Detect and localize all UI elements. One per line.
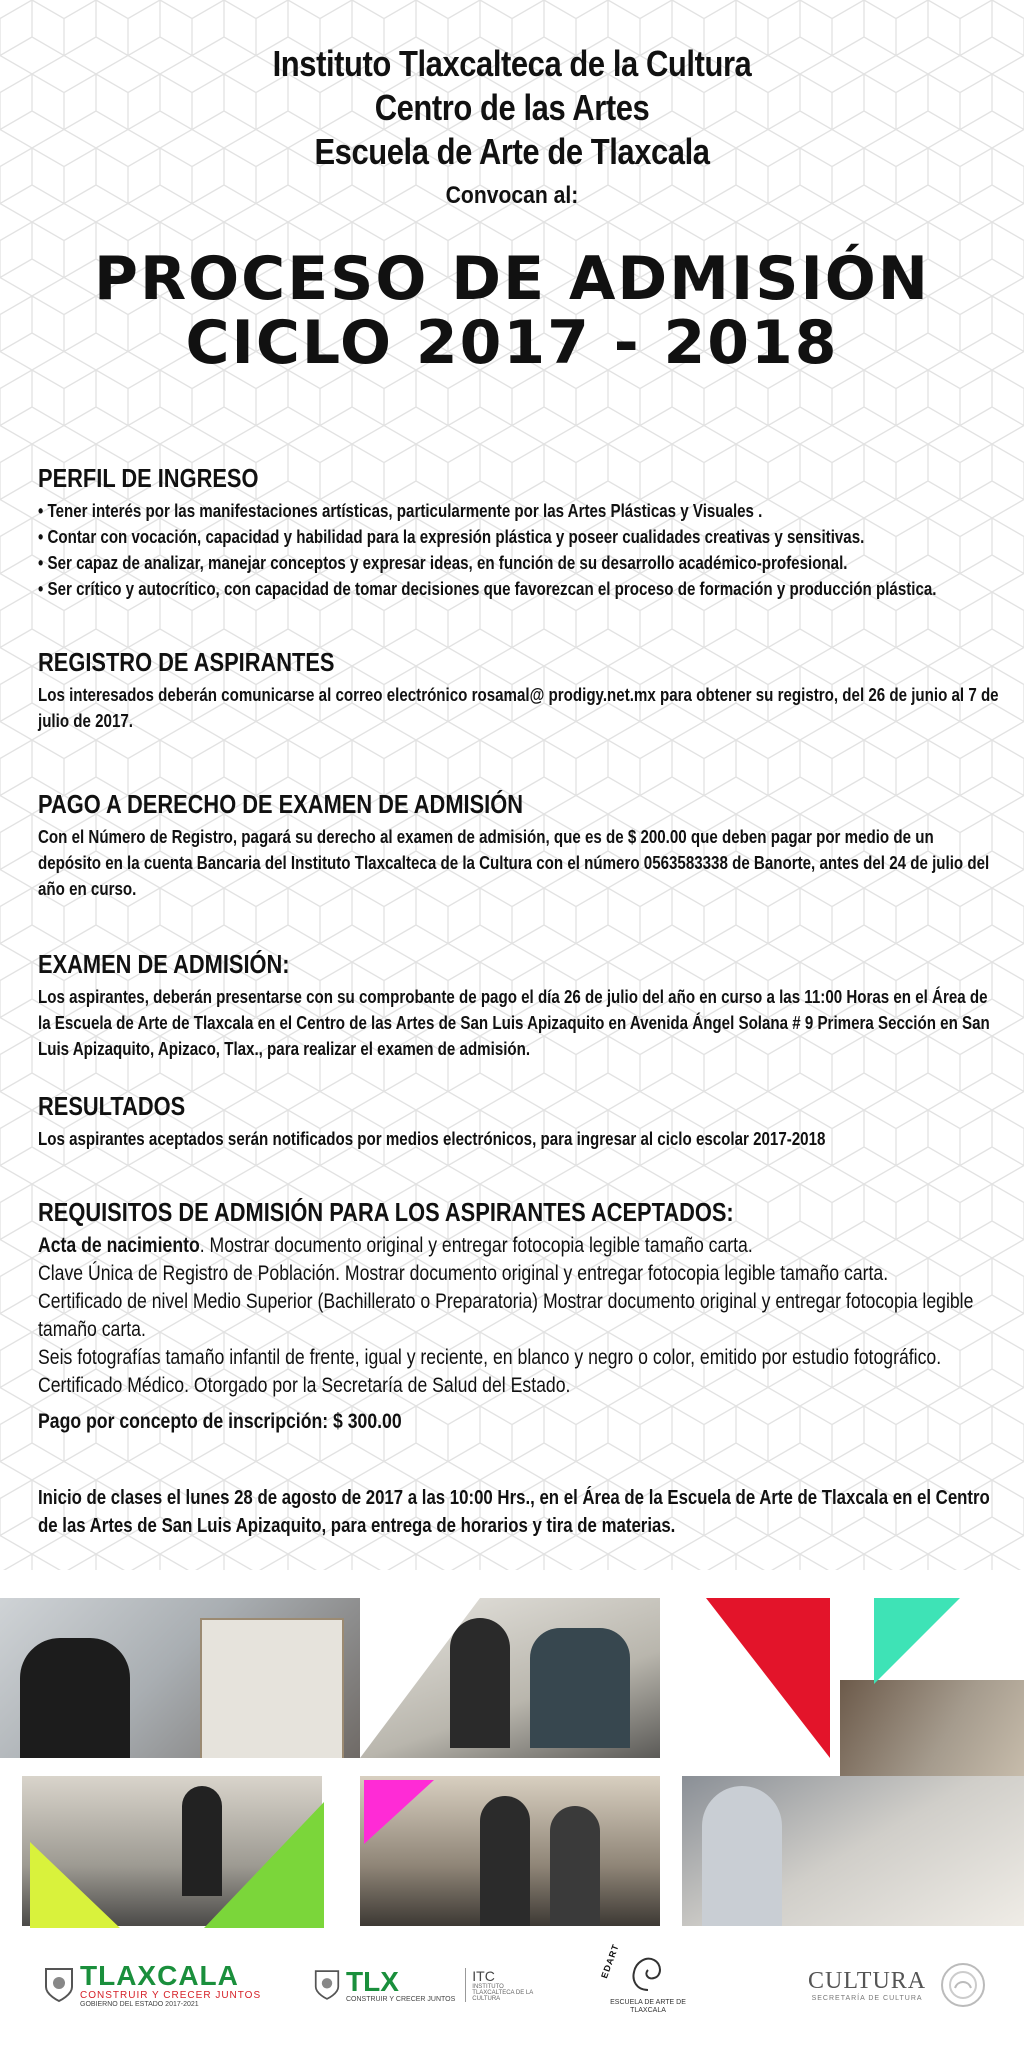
shield-icon (44, 1967, 74, 2003)
registro-heading: REGISTRO DE ASPIRANTES (38, 647, 335, 677)
photo-printmaking (682, 1776, 1024, 1926)
requisito-item: Seis fotografías tamaño infantil de frente, igual y reciente, en blanco y negro o color, emitido por estudio fotográfico. (38, 1346, 942, 1369)
magenta-triangle (364, 1780, 434, 1844)
green-triangle (204, 1802, 324, 1928)
lime-triangle (30, 1842, 120, 1928)
school-name: Escuela de Arte de Tlaxcala (314, 131, 710, 172)
white-triangle (660, 1598, 706, 1758)
spiral-icon (628, 1950, 668, 1994)
pago-text: Con el Número de Registro, pagará su derecho al examen de admisión, que es de $ 200.00 que deben pagar por medio de un depósito en la cuenta Bancaria del Instituto Tlaxcalteca de la Cultura con el número 0563583338 de Banorte, antes del 24 de julio del año en curso. (38, 827, 990, 899)
examen-heading: EXAMEN DE ADMISIÓN: (38, 949, 290, 979)
mint-triangle (874, 1598, 960, 1684)
logo4-main: CULTURA (808, 1968, 927, 1994)
photo-drawing-class (0, 1598, 360, 1758)
main-title-line1: PROCESO DE ADMISIÓN (93, 244, 931, 314)
resultados-heading: RESULTADOS (38, 1091, 186, 1121)
shield-icon (314, 1969, 340, 2001)
national-seal-icon (940, 1962, 986, 2008)
resultados-text: Los aspirantes aceptados serán notificados por medios electrónicos, para ingresar al ciclo escolar 2017-2018 (38, 1129, 826, 1149)
logo4-sub: SECRETARÍA DE CULTURA (811, 1995, 923, 2002)
logo1-main: TLAXCALA (80, 1960, 239, 1991)
pago-heading: PAGO A DERECHO DE EXAMEN DE ADMISIÓN (38, 789, 523, 819)
red-triangle (706, 1598, 830, 1758)
logo1-sub: CONSTRUIR Y CRECER JUNTOS (80, 1990, 262, 2001)
logo-edart (599, 1942, 696, 2030)
inicio-text: Inicio de clases el lunes 28 de agosto de 2017 a las 10:00 Hrs., en el Área de la Escuela de Arte de Tlaxcala en el Centro de las Artes de San Luis Apizaquito, para entrega de horarios y tira de materias. (38, 1487, 990, 1537)
requisito-item: Certificado de nivel Medio Superior (Bachillerato o Preparatoria) Mostrar documento original y entregar fotocopia legible tamaño carta. (38, 1290, 974, 1341)
logo2-main: TLX (346, 1965, 399, 1997)
perfil-heading: PERFIL DE INGRESO (38, 463, 259, 493)
perfil-list (38, 498, 1000, 602)
white-triangle (360, 1598, 480, 1758)
requisito-item: Certificado Médico. Otorgado por la Secretaría de Salud del Estado. (38, 1374, 571, 1397)
requisitos-list (38, 1232, 1000, 1436)
logo-tlaxcala (44, 1962, 261, 2008)
pago-section (38, 788, 998, 902)
logo1-sub2: GOBIERNO DEL ESTADO 2017-2021 (80, 2001, 199, 2008)
requisito-item: Acta de nacimiento. Mostrar documento original y entregar fotocopia legible tamaño carta. (38, 1234, 753, 1257)
logo3-bottom: ESCUELA DE ARTE DE TLAXCALA (610, 1999, 686, 2014)
perfil-section (38, 462, 998, 602)
logo-tlx-itc (314, 1962, 542, 2008)
registro-text: Los interesados deberán comunicarse al correo electrónico rosamal@ prodigy.net.mx para obtener su registro, del 26 de junio al 7 de julio de 2017. (38, 685, 999, 731)
logo2-sub: CONSTRUIR Y CRECER JUNTOS (346, 1995, 456, 2003)
logo3-top: EDART (599, 1942, 621, 1980)
perfil-item: • Tener interés por las manifestaciones artísticas, particularmente por las Artes Plásticas y Visuales . (38, 501, 763, 521)
registro-section (38, 646, 998, 734)
examen-section (38, 948, 998, 1062)
requisitos-section (38, 1196, 998, 1436)
main-title-line2: CICLO 2017 - 2018 (185, 308, 839, 378)
perfil-item: • Ser capaz de analizar, manejar conceptos y expresar ideas, en función de su desarrollo académico-profesional. (38, 553, 848, 573)
examen-text: Los aspirantes, deberán presentarse con su comprobante de pago el día 26 de julio del año en curso a las 11:00 Horas en el Área de la Escuela de Arte de Tlaxcala en el Centro de las Artes de San Luis Apizaquito en Avenida Ángel Solana # 9 Primera Sección en San Luis Apizaquito, Apizaco, Tlax., para realizar el examen de admisión. (38, 987, 990, 1059)
inscripcion-fee: Pago por concepto de inscripción: $ 300.00 (38, 1410, 402, 1433)
institute-name: Instituto Tlaxcalteca de la Cultura (272, 43, 752, 84)
requisito-item: Clave Única de Registro de Población. Mostrar documento original y entregar fotocopia legible tamaño carta. (38, 1262, 889, 1285)
logo2-itc: ITC (472, 1968, 495, 1984)
logo-cultura (808, 1962, 986, 2008)
photo-collage (0, 1590, 1024, 1940)
inicio-section (38, 1484, 998, 1540)
convocan-text: Convocan al: (445, 182, 579, 209)
requisitos-heading: REQUISITOS DE ADMISIÓN PARA LOS ASPIRANTES ACEPTADOS: (38, 1197, 734, 1227)
perfil-item: • Contar con vocación, capacidad y habilidad para la expresión plástica y poseer cualidades creativas y sensitivas. (38, 527, 865, 547)
resultados-section (38, 1090, 998, 1152)
center-name: Centro de las Artes (374, 87, 650, 128)
perfil-item: • Ser crítico y autocrítico, con capacidad de tomar decisiones que favorezcan el proceso de formación y producción plástica. (38, 579, 937, 599)
logo2-itc-sub: INSTITUTO TLAXCALTECA DE LA CULTURA (472, 1984, 533, 2002)
